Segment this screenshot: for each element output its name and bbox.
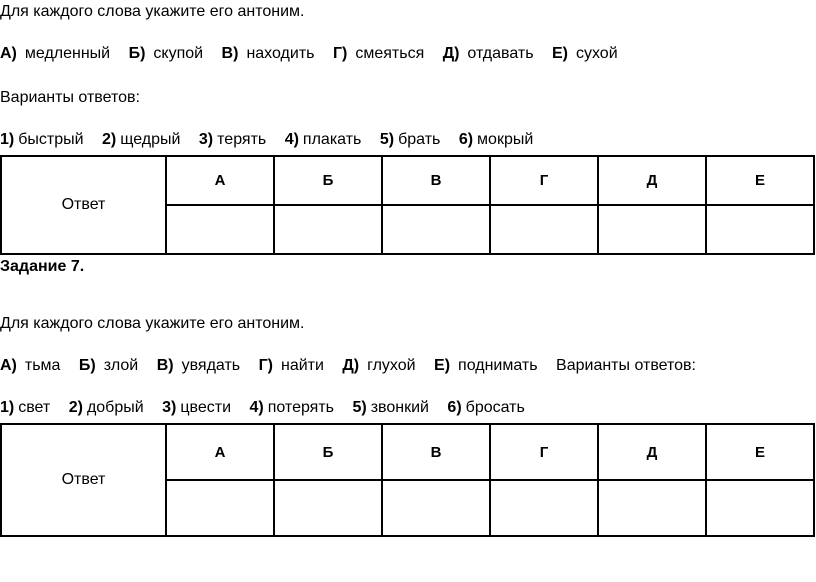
variant-label: 2) [102, 131, 117, 148]
word-text: найти [280, 357, 324, 374]
column-header: Г [490, 156, 598, 205]
word-text: поднимать [458, 357, 538, 374]
answer-cell[interactable] [274, 205, 382, 254]
answer-row-label: Ответ [1, 424, 166, 536]
task2-word-v [157, 357, 240, 374]
word-text: злой [103, 357, 139, 374]
column-header: Б [274, 156, 382, 205]
column-header: Д [598, 156, 706, 205]
word-text: тьма [24, 357, 61, 374]
answer-cell[interactable] [706, 480, 814, 536]
task1-word-v [222, 45, 315, 62]
variant-text: потерять [267, 399, 335, 416]
column-header: Е [706, 156, 814, 205]
column-header: Е [706, 424, 814, 480]
task1-variants [0, 130, 547, 150]
variant-item [249, 399, 334, 416]
variant-text: мокрый [477, 131, 534, 148]
answer-cell[interactable] [274, 480, 382, 536]
word-label: А) [0, 357, 17, 374]
answer-cell[interactable] [166, 205, 274, 254]
answer-cell[interactable] [490, 480, 598, 536]
answer-cell[interactable] [598, 205, 706, 254]
task1-answer-table [0, 155, 815, 255]
column-header: А [166, 156, 274, 205]
variant-text: добрый [86, 399, 144, 416]
word-label: Д) [442, 45, 460, 62]
word-label: Б) [128, 45, 146, 62]
column-header: А [166, 424, 274, 480]
variant-item [447, 399, 524, 416]
word-text: сухой [575, 45, 618, 62]
variant-item [0, 399, 50, 416]
variant-item [199, 131, 266, 148]
variant-item [380, 131, 441, 148]
variant-label: 4) [249, 399, 264, 416]
task1-word-d [443, 45, 534, 62]
task2-word-g [259, 357, 324, 374]
variant-text: быстрый [18, 131, 84, 148]
variant-item [285, 131, 362, 148]
column-header: В [382, 156, 490, 205]
variant-text: брать [398, 131, 441, 148]
task1-word-b [129, 45, 204, 62]
task2-word-d [342, 357, 415, 374]
variant-item [162, 399, 231, 416]
task1-word-a [0, 45, 110, 62]
answer-row-label: Ответ [1, 156, 166, 254]
word-label: В) [221, 45, 239, 62]
word-text: глухой [367, 357, 416, 374]
word-text: медленный [24, 45, 111, 62]
task2-title: Задание 7. [0, 258, 85, 275]
task1-words [0, 44, 632, 64]
word-label: Е) [551, 45, 568, 62]
column-header: Б [274, 424, 382, 480]
variant-item [0, 131, 84, 148]
task2-variants-title: Варианты ответов: [556, 357, 696, 374]
variant-item [102, 131, 180, 148]
task2-word-a [0, 357, 60, 374]
task2-variants [0, 398, 539, 418]
variant-label: 5) [379, 131, 395, 148]
word-text: отдавать [467, 45, 534, 62]
variant-item [69, 399, 144, 416]
word-text: увядать [181, 357, 241, 374]
variant-text: бросать [465, 399, 525, 416]
word-text: смеяться [355, 45, 425, 62]
word-label: А) [0, 45, 17, 62]
task2-word-b [79, 357, 138, 374]
variant-text: плакать [302, 131, 362, 148]
variant-label: 5) [352, 399, 367, 416]
column-header: Г [490, 424, 598, 480]
word-label: Г) [258, 357, 273, 374]
variant-text: цвести [180, 399, 232, 416]
variant-label: 4) [284, 131, 299, 148]
answer-cell[interactable] [166, 480, 274, 536]
answer-cell[interactable] [382, 480, 490, 536]
word-text: находить [246, 45, 315, 62]
task1-word-e [552, 45, 618, 62]
word-label: Б) [78, 357, 96, 374]
task2-answer-table [0, 423, 815, 537]
task2-word-e [434, 357, 538, 374]
column-header: В [382, 424, 490, 480]
variant-label: 3) [162, 399, 177, 416]
variant-label: 3) [198, 131, 214, 148]
task2-words [0, 356, 696, 376]
variant-label: 2) [68, 399, 83, 416]
variant-text: щедрый [120, 131, 181, 148]
variant-label: 6) [447, 399, 462, 416]
task2-instruction: Для каждого слова укажите его антоним. [0, 315, 305, 332]
variant-label: 1) [0, 131, 15, 148]
variant-text: звонкий [370, 399, 429, 416]
column-header: Д [598, 424, 706, 480]
task1-word-g [333, 45, 424, 62]
word-text: скупой [153, 45, 204, 62]
answer-cell[interactable] [598, 480, 706, 536]
variant-item [459, 131, 533, 148]
answer-cell[interactable] [706, 205, 814, 254]
answer-cell[interactable] [382, 205, 490, 254]
variant-label: 6) [458, 131, 474, 148]
task1-instruction: Для каждого слова укажите его антоним. [0, 3, 305, 20]
variant-item [352, 399, 429, 416]
variant-text: терять [217, 131, 267, 148]
answer-cell[interactable] [490, 205, 598, 254]
word-label: В) [156, 357, 174, 374]
task1-variants-title: Варианты ответов: [0, 89, 140, 106]
variant-label: 1) [0, 399, 15, 416]
variant-text: свет [18, 399, 51, 416]
word-label: Е) [434, 357, 451, 374]
word-label: Г) [332, 45, 348, 62]
word-label: Д) [342, 357, 360, 374]
